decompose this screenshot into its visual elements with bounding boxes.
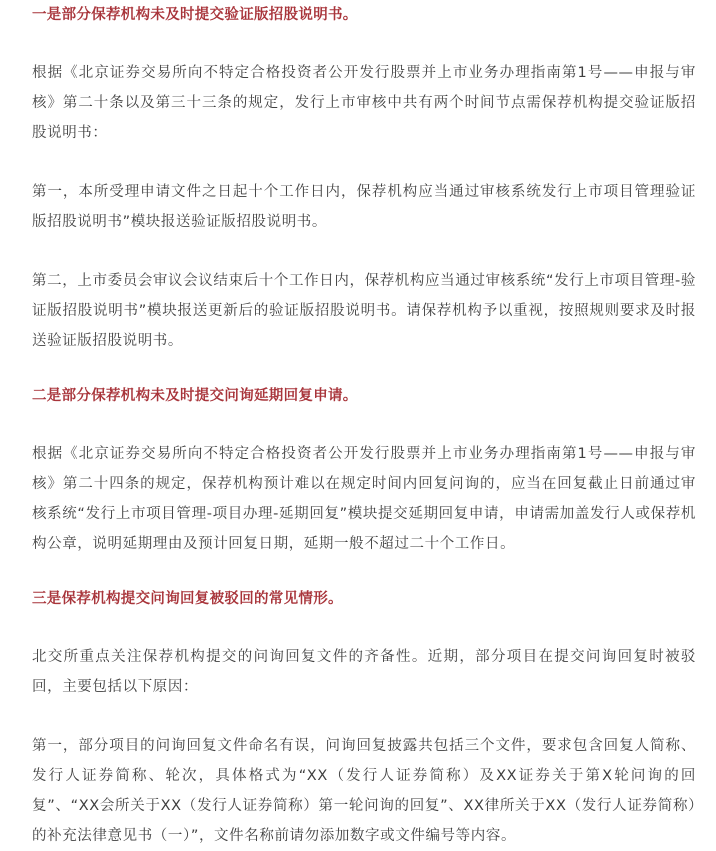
section-3-paragraph-1: 北交所重点关注保荐机构提交的问询回复文件的齐备性。近期，部分项目在提交问询回复时被驳回，主要包括以下原因： [32,649,696,695]
section-3-heading: 三是保荐机构提交问询回复被驳回的常见情形。 [32,591,343,607]
section-2-heading: 二是部分保荐机构未及时提交问询延期回复申请。 [32,388,358,404]
section-1-paragraph-1: 根据《北京证券交易所向不特定合格投资者公开发行股票并上市业务办理指南第1号——申报与审核》第二十条以及第三十三条的规定，发行上市审核中共有两个时间节点需保荐机构提交验证版招股说明书： [32,65,696,141]
section-2-paragraph-1: 根据《北京证券交易所向不特定合格投资者公开发行股票并上市业务办理指南第1号——申报与审核》第二十四条的规定，保荐机构预计难以在规定时间内回复问询的，应当在回复截止日前通过审核系统“发行上市项目管理-项目办理-延期回复”模块提交延期回复申请，申请需加盖发行人或保荐机构公章，说明延期理由及预计回复日期，延期一般不超过二十个工作日。 [32,446,696,552]
section-1-heading: 一是部分保荐机构未及时提交验证版招股说明书。 [32,7,358,23]
section-1-paragraph-2: 第一，本所受理申请文件之日起十个工作日内，保荐机构应当通过审核系统发行上市项目管理验证版招股说明书”模块报送验证版招股说明书。 [32,184,696,230]
section-3-paragraph-2: 第一，部分项目的问询回复文件命名有误，问询回复披露共包括三个文件，要求包含回复人简称、发行人证券简称、轮次，具体格式为“XX（发行人证券简称）及XX证券关于第X轮问询的回复”、“XX会所关于XX（发行人证券简称）第一轮问询的回复”、XX律所关于XX（发行人证券简称）的补充法律意见书（一）”，文件名称前请勿添加数字或文件编号等内容。 [32,738,696,844]
section-1-paragraph-3: 第二，上市委员会审议会议结束后十个工作日内，保荐机构应当通过审核系统“发行上市项目管理-验证版招股说明书”模块报送更新后的验证版招股说明书。请保荐机构予以重视，按照规则要求及时报送验证版招股说明书。 [32,273,696,349]
